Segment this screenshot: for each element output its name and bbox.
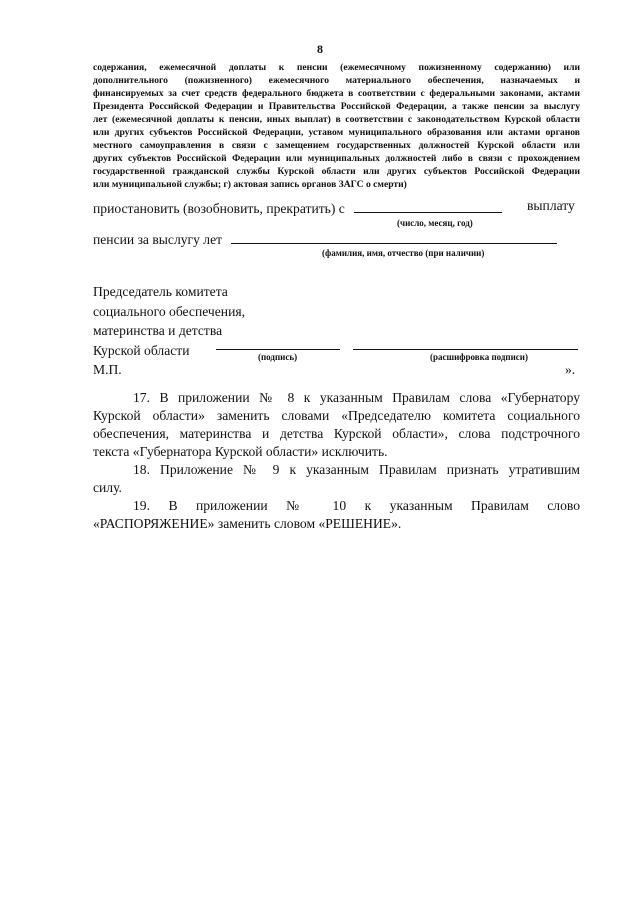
date-caption: (число, месяц, год) [397, 218, 473, 228]
signature-decoding-field[interactable] [353, 334, 578, 350]
suspend-label: приостановить (возобновить, прекратить) с [93, 201, 345, 216]
signatory-line: Курской области [93, 342, 190, 358]
signatory-line: социального обеспечения, [93, 303, 246, 319]
paragraph-line: текста «Губернатора Курской области» исключить. [93, 444, 388, 459]
intro-line: финансируемых за счет средств федерального бюджета в соответствии с федеральными законами, актами [93, 88, 580, 99]
intro-line: местного самоуправления в связи с замещением государственных должностей Курской области или [93, 140, 580, 151]
intro-text [93, 61, 580, 191]
payment-label: выплату [527, 198, 575, 213]
paragraph-line: 18. Приложение № 9 к указанным Правилам признать утратившим [133, 462, 580, 477]
intro-line: или других субъектов Российской Федерации, уставом муниципального образования или актами органов [93, 127, 580, 138]
paragraph-line: 17. В приложении № 8 к указанным Правилам слова «Губернатору [133, 390, 580, 405]
stamp-label: М.П. [93, 362, 122, 377]
signature-caption: (подпись) [258, 352, 298, 362]
paragraph-line: Курской области» заменить словами «Председателю комитета социального [93, 408, 580, 423]
paragraph-line: силу. [93, 480, 122, 495]
suspend-row [93, 198, 502, 217]
signatory-line: материнства и детства [93, 323, 223, 338]
intro-line: государственной гражданской службы Курской области или других субъектов Российской Федерации [93, 166, 580, 177]
signatory-line: Председатель комитета [93, 284, 228, 299]
intro-line: Президента Российской Федерации и Правительства Российской Федерации, а также пенсии за выслугу [93, 101, 580, 112]
closing-quote: ». [565, 362, 576, 377]
fullname-caption: (фамилия, имя, отчество (при наличии) [322, 248, 485, 258]
pension-row [93, 229, 557, 248]
paragraph-19 [93, 497, 580, 533]
intro-line: других субъектов Российской Федерации или муниципальных должностей либо в связи с прохождением [93, 153, 580, 164]
intro-line: лет (ежемесячной доплаты к пенсии, иных выплат) в соответствии с законодательством Курской области [93, 114, 580, 125]
paragraph-line: обеспечения, материнства и детства Курской области», слова подстрочного [93, 426, 580, 441]
date-field[interactable] [354, 198, 502, 213]
page-number: 8 [317, 42, 323, 56]
intro-line: или муниципальной службы; г) актовая запись органов ЗАГС о смерти) [93, 179, 407, 190]
signature-field[interactable] [216, 334, 340, 350]
intro-line: содержания, ежемесячной доплаты к пенсии (ежемесячному пожизненному содержанию) или [93, 62, 580, 73]
pension-label: пенсии за выслугу лет [93, 232, 223, 247]
fullname-field[interactable] [231, 229, 557, 244]
paragraph-line: «РАСПОРЯЖЕНИЕ» заменить словом «РЕШЕНИЕ». [93, 516, 402, 531]
paragraph-18 [93, 461, 580, 497]
intro-line: дополнительного (пожизненного) ежемесячного материального обеспечения, назначаемых и [93, 75, 580, 86]
paragraph-17 [93, 389, 580, 461]
paragraph-line: 19. В приложении № 10 к указанным Правилам слово [133, 498, 580, 513]
decoding-caption: (расшифровка подписи) [430, 352, 528, 362]
